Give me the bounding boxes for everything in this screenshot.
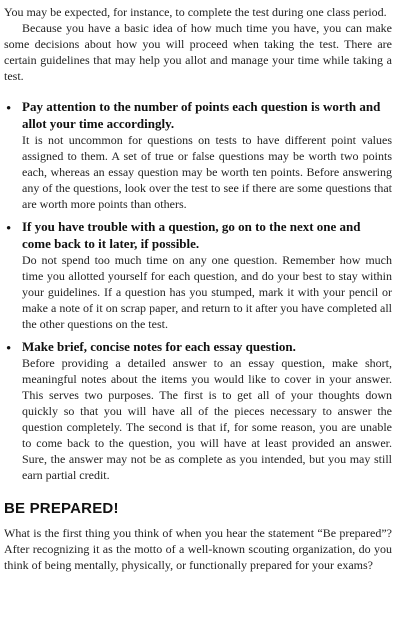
list-item [4,338,392,483]
bullet-icon: • [6,341,12,357]
bullet-heading: Pay attention to the number of points each question is worth and allot your time accordingly. [22,99,381,131]
intro-paragraph-2: Because you have a basic idea of how much time you have, you can make some decisions about how you will proceed when taking the test. There are certain guidelines that may help you allot and manage your time while taking a test. [4,21,392,83]
guidelines-list [4,98,392,483]
bullet-heading: If you have trouble with a question, go on to the next one and come back to it later, if possible. [22,219,361,251]
bullet-body: Before providing a detailed answer to an essay question, make short, meaningful notes about the items you would like to cover in your answer. This serves two purposes. The first is to get all of your thoughts down quickly so that you will have all of the pieces necessary to answer the question completely. The second is that if, for some reason, you are unable to come back to the question, you will have at least provided an answer. Sure, the answer may not be as complete as you intended, but you may still earn partial credit. [22,356,392,482]
intro-paragraph-1: You may be expected, for instance, to complete the test during one class period. [4,5,387,19]
bullet-body: Do not spend too much time on any one question. Remember how much time you allotted yourself for each question, and do your best to stay within your guidelines. If a question has you stumped, mark it with your pencil or make a note of it on scrap paper, and return to it after you have completed all the other questions on the test. [22,253,392,331]
bullet-icon: • [6,221,12,237]
document-page [4,4,392,573]
bullet-body: It is not uncommon for questions on tests to have different point values assigned to them. A set of true or false questions may be worth two points each, whereas an essay question may be worth ten points. Before answering any of the questions, look over the test to see if there are some questions that are worth more points than others. [22,133,392,211]
section-paragraph: What is the first thing you think of when you hear the statement “Be prepared”? After recognizing it as the motto of a well-known scouting organization, do you think of being mentally, physically, or functionally prepared for your exams? [4,526,392,572]
list-item [4,98,392,212]
bullet-icon: • [6,101,12,117]
section-heading: BE PREPARED! [4,500,119,517]
bullet-heading: Make brief, concise notes for each essay question. [22,339,296,354]
list-item [4,218,392,332]
